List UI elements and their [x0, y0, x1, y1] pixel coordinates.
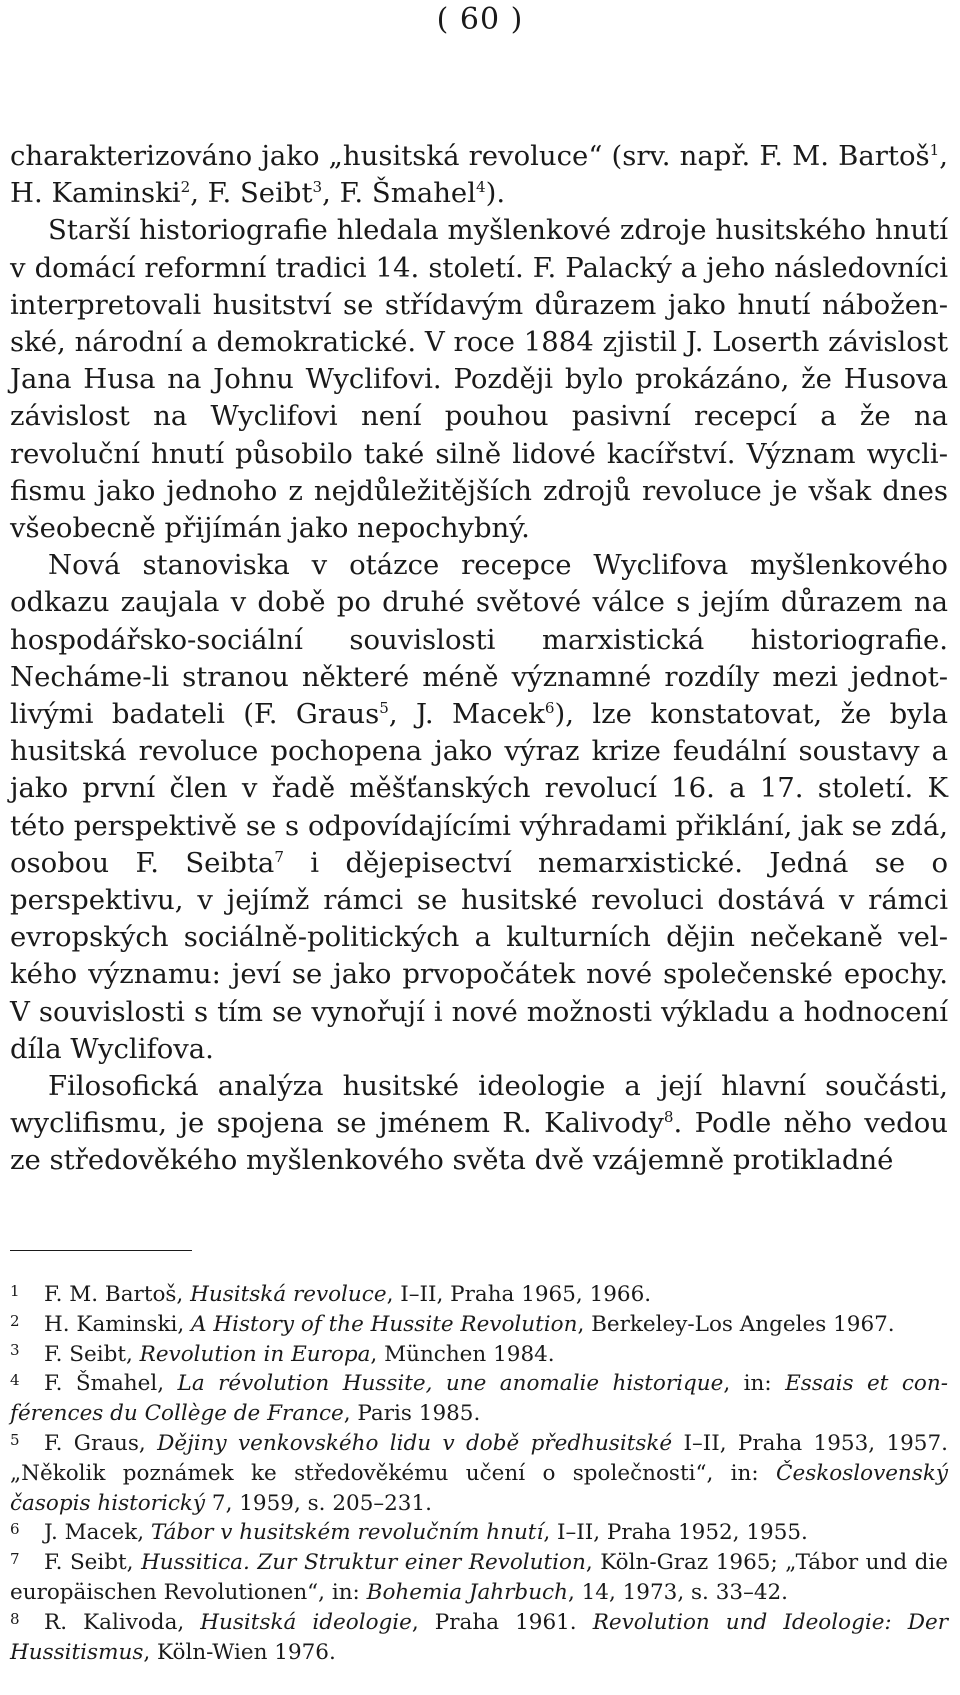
- title-italic: Revolution und Ideologie: Der Hussitismus: [10, 1609, 948, 1665]
- footnote-ref: 6: [544, 698, 555, 717]
- footnote-8: 8 R. Kalivoda, Husitská ideologie, Praha 1961. Revolution und Ideologie: Der Hussitismus, Köln-Wien 1976.: [10, 1609, 948, 1665]
- text-run: , Berkeley-Los Angeles 1967.: [577, 1311, 895, 1337]
- text-run: , H. Kaminski: [10, 140, 948, 210]
- text-run: charakterizováno jako „husitská revoluce“ (srv. např. F. M. Bartoš: [10, 140, 930, 172]
- text-run: , Paris 1985.: [343, 1401, 481, 1427]
- text-run: , Praha 1961.: [411, 1609, 593, 1635]
- text-run: , Köln-Wien 1976.: [143, 1639, 336, 1665]
- title-italic: A History of the Hussite Revolution: [191, 1311, 578, 1337]
- paragraph-1: [10, 138, 948, 212]
- text-run: Nová stanoviska v otázce recepce Wyclifova myšlenkového odkazu zaujala v době po druhé světové válce s jejím důrazem na hospodářsko-sociální souvislosti marxistická historiografie. Necháme-li stranou některé méně významné rozdíly mezi jednotlivými badateli (F. Graus: [10, 549, 948, 731]
- footnote-ref: 1: [929, 140, 940, 159]
- text-run: , I–II, Praha 1952, 1955.: [543, 1520, 808, 1546]
- footnote-ref: 2: [180, 178, 191, 197]
- footnotes: [10, 1280, 948, 1667]
- title-italic: Husitská ideologie: [200, 1609, 412, 1635]
- footnote-5: 5 F. Graus, Dějiny venkovského lidu v době předhusitské I–II, Praha 1953, 1957. „Několik poznámek ke středověkému učení o společnosti“, in: Československý časopis historický 7, 1959, s. 205–231.: [10, 1430, 948, 1516]
- text-run: , I–II, Praha 1965, 1966.: [386, 1282, 652, 1307]
- title-italic: Bohemia Jahrbuch: [366, 1579, 568, 1605]
- paragraph-3: [10, 547, 948, 1068]
- text-run: , in:: [723, 1371, 786, 1397]
- text-run: . Podle něho vedou ze středověkého myšlenkového světa dvě vzájemně protikladné: [10, 1107, 948, 1177]
- footnote-4: 4 F. Šmahel, La révolution Hussite, une anomalie historique, in: Essais et conférences du Collège de France, Paris 1985.: [10, 1371, 948, 1427]
- footnote-2: 2 H. Kaminski, A History of the Hussite Revolution, Berkeley-Los Angeles 1967.: [10, 1311, 895, 1337]
- footnote-divider: [10, 1250, 192, 1251]
- footnote-ref: 7: [274, 847, 284, 866]
- text-run: J. Macek,: [44, 1520, 151, 1546]
- title-italic: Tábor v husitském revolučním hnutí: [150, 1520, 544, 1546]
- text-run: F. M. Bartoš,: [44, 1282, 191, 1307]
- text-run: R. Kalivoda,: [44, 1609, 201, 1635]
- title-italic: Essais et conférences du Collège de France: [10, 1371, 948, 1427]
- text-run: F. Seibt,: [44, 1341, 140, 1367]
- footnote-7: 7 F. Seibt, Hussitica. Zur Struktur einer Revolution, Köln-Graz 1965; „Tábor und die europäischen Revolutionen“, in: Bohemia Jahrbuch, 14, 1973, s. 33–42.: [10, 1549, 948, 1605]
- text-run: F. Šmahel,: [44, 1371, 178, 1397]
- text-run: 7, 1959, s. 205–231.: [205, 1490, 432, 1516]
- text-run: ), lze konstatovat, že byla husitská revoluce pochopena jako výraz krize feudální soustavy a jako první člen v řadě měšťanských revolucí 16. a 17. století. K této perspektivě se s odpovídajícími výhradami přiklání, jak se zdá, osobou F. Seibta: [10, 698, 949, 879]
- text-run: , 14, 1973, s. 33–42.: [567, 1579, 789, 1605]
- title-italic: Hussitica. Zur Struktur einer Revolution: [141, 1550, 586, 1576]
- footnote-1: 1 F. M. Bartoš, Husitská revoluce, I–II, Praha 1965, 1966.: [10, 1281, 652, 1307]
- body-text: [10, 138, 948, 1180]
- title-italic: Dějiny venkovského lidu v době předhusitské: [157, 1430, 673, 1456]
- text-run: Filosofická analýza husitské ideologie a její hlavní součásti, wyclifismu, je spojena se jménem R. Kalivody: [10, 1070, 948, 1140]
- title-italic: Československý časopis historický: [10, 1460, 948, 1516]
- text-run: i dějepisectví nemarxistické. Jedná se o perspektivu, v jejímž rámci se husitské revoluci dostává v rámci evropských sociálně-politických a kulturních dějin nečekaně velkého významu: jeví se jako prvopočátek nové společenské epochy. V souvislosti s tím se vynořují i nové možnosti výkladu a hodnocení díla Wyclifova.: [10, 846, 948, 1065]
- title-italic: Husitská revoluce: [190, 1282, 387, 1307]
- text-run: H. Kaminski,: [44, 1311, 192, 1337]
- footnote-ref: 8: [663, 1108, 674, 1127]
- text-run: , F. Seibt: [190, 177, 313, 210]
- title-italic: La révolution Hussite, une anomalie historique: [177, 1371, 724, 1397]
- text-run: F. Seibt,: [44, 1550, 142, 1576]
- footnote-6: 6 J. Macek, Tábor v husitském revolučním hnutí, I–II, Praha 1952, 1955.: [10, 1520, 808, 1546]
- text-run: , München 1984.: [370, 1341, 555, 1367]
- text-run: ).: [485, 177, 506, 210]
- text-run: I–II, Praha 1953, 1957. „Několik poznámek ke středověkému učení o společnosti“, in:: [10, 1430, 948, 1486]
- text-run: , F. Šmahel: [322, 177, 476, 210]
- text-run: , J. Macek: [388, 698, 545, 731]
- footnote-ref: 5: [379, 698, 389, 717]
- page-number: ( 60 ): [436, 2, 524, 37]
- footnote-ref: 4: [476, 178, 486, 197]
- paragraph-2: Starší historiografie hledala myšlenkové zdroje husitského hnutí v domácí reformní tradici 14. století. F. Palacký a jeho následovníci interpretovali husitství se střídavým důrazem jako hnutí náboženské, národní a demokratické. V roce 1884 zjistil J. Loserth závislost Jana Husa na Johnu Wyclifovi. Později bylo prokázáno, že Husova závislost na Wyclifovi není pouhou pasivní recepcí a že na revoluční hnutí působilo také silně lidové kacířství. Význam wyclifismu jako jednoho z nejdůležitějších zdrojů revoluce je však dnes všeobecně přijímán jako nepochybný.: [10, 214, 948, 545]
- footnote-ref: 3: [312, 178, 323, 197]
- text-run: , Köln-Graz 1965; „Tábor und die europäischen Revolutionen“, in:: [10, 1550, 948, 1605]
- paragraph-4: [10, 1068, 948, 1180]
- footnote-3: 3 F. Seibt, Revolution in Europa, München 1984.: [10, 1341, 555, 1367]
- title-italic: Revolution in Europa: [139, 1341, 371, 1367]
- text-run: F. Graus,: [44, 1430, 158, 1456]
